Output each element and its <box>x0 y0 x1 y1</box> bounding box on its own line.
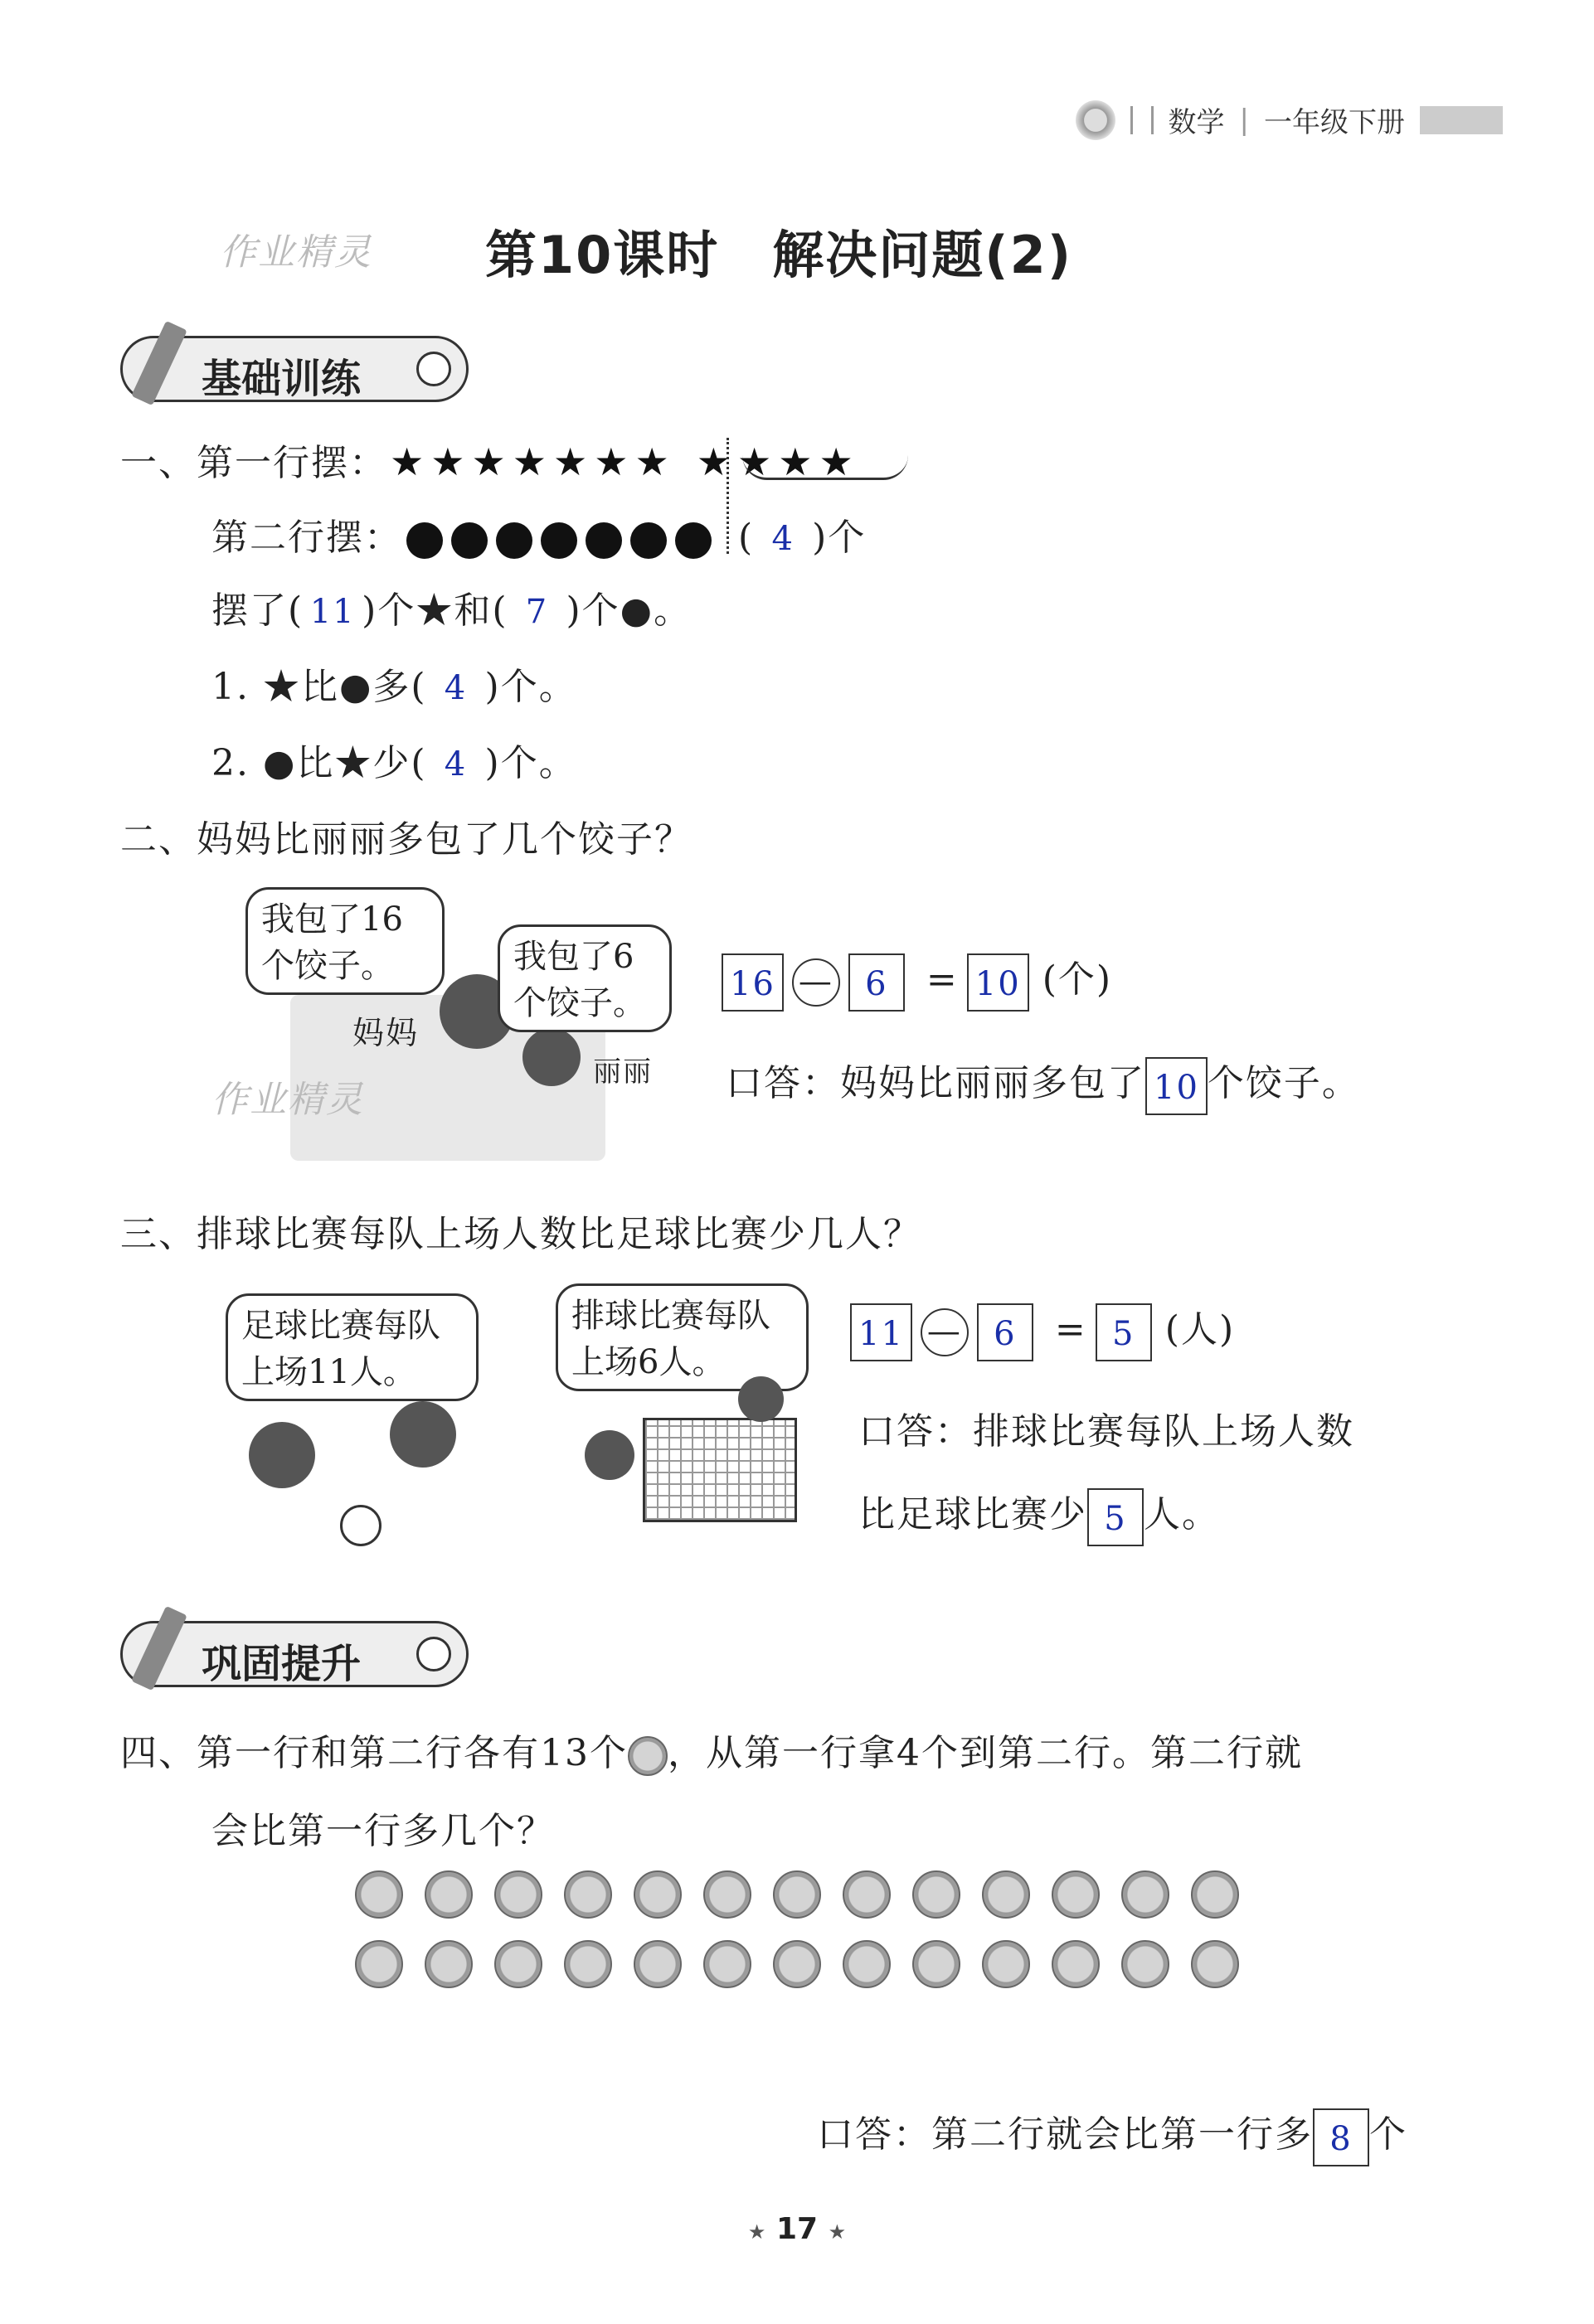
coin-icon <box>1191 1870 1239 1919</box>
question-text: 第一行和第二行各有13个 <box>197 1732 628 1774</box>
answer-value: 7 <box>525 593 549 631</box>
row-label: 第二行摆： <box>211 517 402 559</box>
soccer-speech-bubble: 足球比赛每队上场11人。 <box>226 1293 479 1401</box>
section-title: 巩固提升 <box>202 1641 362 1687</box>
soccer-ball-icon <box>340 1505 381 1546</box>
question-text: 妈妈比丽丽多包了几个饺子？ <box>197 818 693 861</box>
watermark: 作业精灵 <box>211 1079 364 1121</box>
black-dot-icon <box>496 522 532 559</box>
volleyball-net <box>643 1418 797 1522</box>
text: 2. ●比★少( <box>211 742 427 784</box>
star-icon: ★ <box>819 439 855 484</box>
coin-icon <box>1052 1940 1100 1988</box>
divider: | <box>1239 103 1249 137</box>
question-number: 三、 <box>120 1213 197 1255</box>
star-icon: ★ <box>553 439 590 484</box>
coin-icon <box>773 1870 821 1919</box>
equals-sign: = <box>926 958 959 1001</box>
text: )个。 <box>484 742 577 784</box>
minus-operator: — <box>921 1308 969 1356</box>
star-icon: ★ <box>747 2220 766 2244</box>
answer-text: 比足球比赛少 <box>858 1493 1087 1536</box>
section-banner <box>120 336 469 402</box>
answer-box: 5 <box>1087 1488 1144 1546</box>
text: 摆了( <box>211 589 304 632</box>
section-title: 基础训练 <box>202 356 362 402</box>
question-number: 二、 <box>120 818 197 861</box>
coin-icon <box>564 1940 612 1988</box>
star-icon: ★ <box>471 439 508 484</box>
page-number: 17 <box>775 2212 819 2246</box>
coin-grid <box>355 1870 1239 1988</box>
coin-icon <box>1121 1940 1169 1988</box>
star-icon: ★ <box>696 439 732 484</box>
black-dot-icon <box>675 522 712 559</box>
coin-icon <box>425 1870 473 1919</box>
text: 1. ★比●多( <box>211 666 427 708</box>
coin-icon <box>494 1940 542 1988</box>
volleyball-speech-bubble: 排球比赛每队上场6人。 <box>556 1283 809 1391</box>
star-icon: ★ <box>737 439 774 484</box>
star-icon: ★ <box>512 439 548 484</box>
grade-label: 一年级下册 <box>1264 106 1405 139</box>
text: )个●。 <box>566 589 693 632</box>
q4-text-line2: 会比第一行多几个？ <box>211 1810 555 1852</box>
unit-label: (人) <box>1164 1308 1236 1351</box>
black-dot-icon <box>451 522 488 559</box>
mom-label: 妈妈 <box>352 1015 420 1051</box>
black-dot-icon <box>541 522 577 559</box>
q3-text <box>120 1204 921 1257</box>
answer-value: 4 <box>444 669 468 707</box>
sun-icon <box>1076 100 1115 140</box>
section-banner <box>120 1621 469 1687</box>
equation-box: 6 <box>848 953 905 1012</box>
q4-text-line1 <box>120 1723 1303 1776</box>
answer-value: 4 <box>444 745 468 784</box>
coin-icon <box>982 1940 1030 1988</box>
coin-icon <box>634 1940 682 1988</box>
text: )个★和( <box>362 589 508 632</box>
subject-label: 数学 <box>1168 106 1225 139</box>
q1-line3 <box>211 580 692 633</box>
header-bar <box>1420 106 1503 134</box>
coin-icon <box>703 1940 751 1988</box>
answer-value: 11 <box>309 593 356 631</box>
coin-icon <box>912 1940 960 1988</box>
q1-sub2 <box>211 733 577 786</box>
coin-icon <box>1052 1870 1100 1919</box>
q2-equation <box>722 949 1112 1012</box>
minus-operator: — <box>792 958 840 1007</box>
equation-box: 5 <box>1096 1303 1152 1361</box>
watermark: 作业精灵 <box>220 231 372 274</box>
answer-value: 4 <box>771 520 795 558</box>
black-dot-icon <box>630 522 667 559</box>
coin-icon <box>628 1736 668 1776</box>
mom-speech-bubble: 我包了16个饺子。 <box>245 887 445 995</box>
answer-box: 8 <box>1313 2108 1369 2166</box>
q3-answer-line2 <box>858 1484 1220 1546</box>
q1-row2-answer: ( 4 )个 <box>738 517 867 559</box>
page-header <box>1076 99 1503 140</box>
q2-answer <box>726 1053 1360 1115</box>
black-dot-icon <box>406 522 443 559</box>
black-dot-icon <box>586 522 622 559</box>
coin-icon <box>425 1940 473 1988</box>
answer-text: 人。 <box>1144 1493 1220 1536</box>
divider <box>1130 106 1154 134</box>
coin-icon <box>634 1870 682 1919</box>
question-text: 排球比赛每队上场人数比足球比赛少几人？ <box>197 1213 921 1255</box>
equation-box: 10 <box>967 953 1029 1012</box>
coin-icon <box>912 1870 960 1919</box>
star-icon: ★ <box>778 439 814 484</box>
answer-text: 口答：妈妈比丽丽多包了 <box>726 1062 1145 1104</box>
lili-label: 丽丽 <box>593 1055 653 1089</box>
coin-icon <box>564 1870 612 1919</box>
equation-box: 16 <box>722 953 784 1012</box>
coin-icon <box>494 1870 542 1919</box>
equation-box: 11 <box>850 1303 912 1361</box>
soccer-player-figure <box>390 1401 456 1468</box>
coin-icon <box>1191 1940 1239 1988</box>
answer-text: 个 <box>1369 2113 1407 2156</box>
q1-sub1 <box>211 657 577 710</box>
coin-icon <box>703 1870 751 1919</box>
star-icon: ★ <box>390 439 426 484</box>
coin-icon <box>1121 1870 1169 1919</box>
coin-icon <box>843 1870 891 1919</box>
page-footer <box>0 2212 1594 2246</box>
lili-speech-bubble: 我包了6个饺子。 <box>498 924 672 1032</box>
equation-box: 6 <box>977 1303 1033 1361</box>
star-icon: ★ <box>594 439 630 484</box>
soccer-player-figure <box>249 1422 315 1488</box>
star-icon: ★ <box>634 439 671 484</box>
question-number: 四、 <box>120 1732 197 1774</box>
ring-icon <box>416 1637 451 1671</box>
page-title: 第10课时 解决问题(2) <box>485 225 1073 285</box>
volleyball-player-figure <box>738 1376 784 1422</box>
dot-row <box>402 517 716 559</box>
answer-text: 口答：第二行就会比第一行多 <box>817 2113 1313 2156</box>
coin-icon <box>982 1870 1030 1919</box>
q4-answer <box>817 2104 1407 2166</box>
answer-box: 10 <box>1145 1057 1208 1115</box>
divider <box>727 438 729 554</box>
equals-sign: = <box>1054 1308 1087 1351</box>
lili-figure <box>522 1028 581 1086</box>
q1-row2 <box>211 507 716 560</box>
coin-icon <box>773 1940 821 1988</box>
coin-icon <box>355 1940 403 1988</box>
unit-label: (个) <box>1042 958 1113 1001</box>
row-label: 第一行摆： <box>197 442 387 484</box>
q2-text <box>120 809 693 862</box>
question-text: ，从第一行拿4个到第二行。第二行就 <box>668 1732 1303 1774</box>
q3-answer-line1: 口答：排球比赛每队上场人数 <box>858 1410 1354 1453</box>
ring-icon <box>416 352 451 386</box>
unit-label: 个 <box>828 517 867 559</box>
star-icon: ★ <box>828 2220 847 2244</box>
coin-icon <box>843 1940 891 1988</box>
coin-icon <box>355 1870 403 1919</box>
volleyball-player-figure <box>585 1430 634 1480</box>
pencil-icon <box>131 321 187 405</box>
question-number: 一、 <box>120 442 197 484</box>
q3-equation <box>850 1299 1235 1361</box>
text: )个。 <box>484 666 577 708</box>
brace <box>742 453 908 480</box>
pencil-icon <box>131 1606 187 1691</box>
star-icon: ★ <box>430 439 467 484</box>
answer-text: 个饺子。 <box>1207 1062 1360 1104</box>
